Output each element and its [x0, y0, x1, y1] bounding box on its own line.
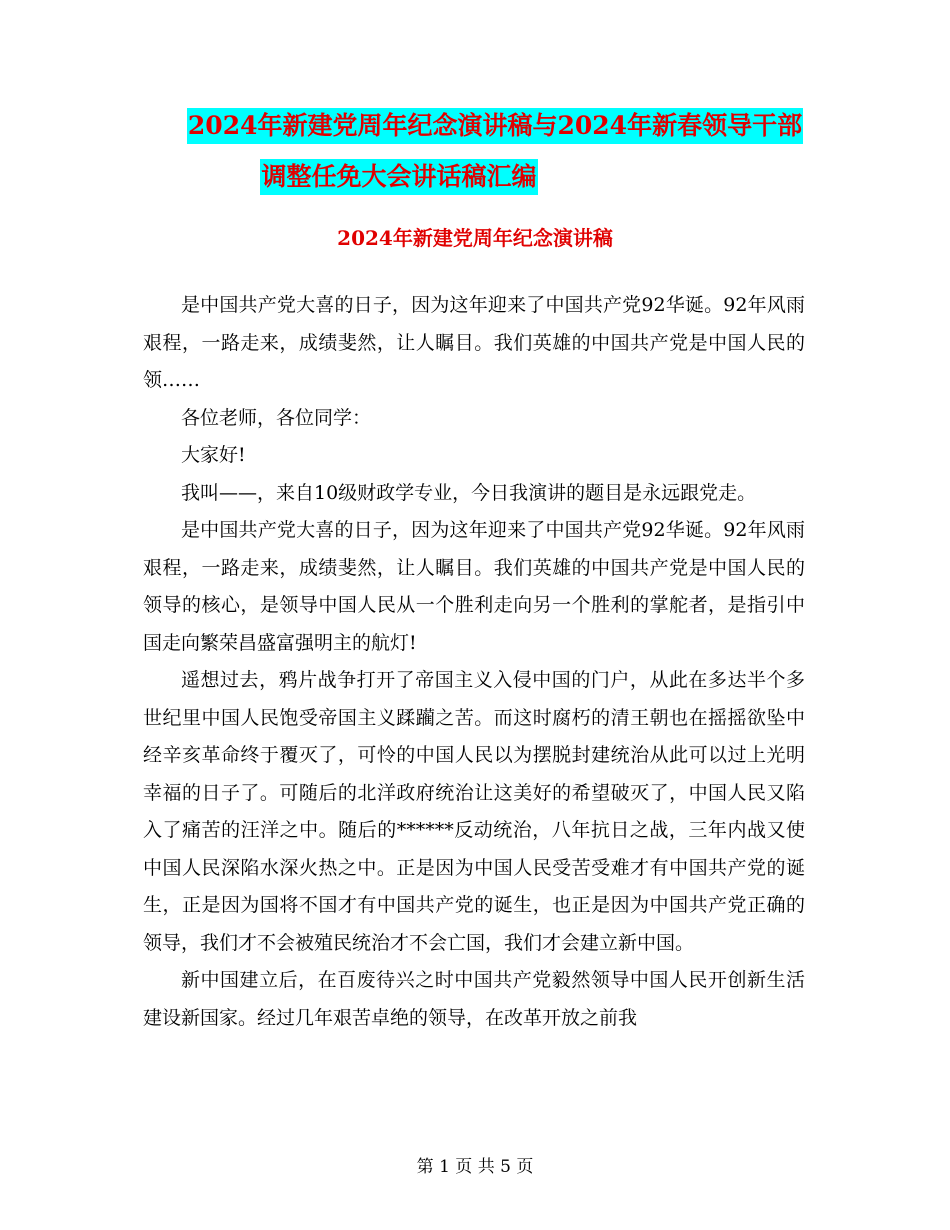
body-text: [143, 287, 805, 1037]
paragraph: 各位老师，各位同学：: [181, 406, 372, 429]
section-heading: 2024年新建党周年纪念演讲稿: [337, 226, 613, 250]
title-line-1: 2024年新建党周年纪念演讲稿与2024年新春领导干部: [187, 108, 803, 144]
paragraph: 是中国共产党大喜的日子，因为这年迎来了中国共产党92华诞。92年风雨艰程，一路走来，成绩斐然，让人瞩目。我们英雄的中国共产党是中国人民的领导的核心，是领导中国人民从一个胜利走向另一个胜利的掌舵者，是指引中国走向繁荣昌盛富强明主的航灯!: [143, 519, 805, 654]
page-footer: [0, 1152, 950, 1177]
page-number: 第 1 页 共 5 页: [416, 1157, 534, 1177]
document-title: [0, 108, 950, 195]
paragraph: 遥想过去，鸦片战争打开了帝国主义入侵中国的门户，从此在多达半个多世纪里中国人民饱受帝国主义蹂躏之苦。而这时腐朽的清王朝也在摇摇欲坠中经辛亥革命终于覆灭了，可怜的中国人民以为摆脱封建统治从此可以过上光明幸福的日子了。可随后的北洋政府统治让这美好的希望破灭了，中国人民又陷入了痛苦的汪洋之中。随后的******反动统治，八年抗日之战，三年内战又使中国人民深陷水深火热之中。正是因为中国人民受苦受难才有中国共产党的诞生，正是因为国将不国才有中国共产党的诞生，也正是因为中国共产党正确的领导，我们才不会被殖民统治才不会亡国，我们才会建立新中国。: [143, 669, 805, 954]
paragraph: 大家好!: [181, 444, 246, 466]
paragraph: 是中国共产党大喜的日子，因为这年迎来了中国共产党92华诞。92年风雨艰程，一路走来，成绩斐然，让人瞩目。我们英雄的中国共产党是中国人民的领……: [143, 294, 805, 391]
paragraph: 新中国建立后，在百废待兴之时中国共产党毅然领导中国人民开创新生活建设新国家。经过几年艰苦卓绝的领导，在改革开放之前我: [143, 969, 805, 1029]
title-line-2: 调整任免大会讲话稿汇编: [260, 159, 537, 195]
paragraph: 我叫——，来自10级财政学专业，今日我演讲的题目是永远跟党走。: [181, 481, 757, 504]
